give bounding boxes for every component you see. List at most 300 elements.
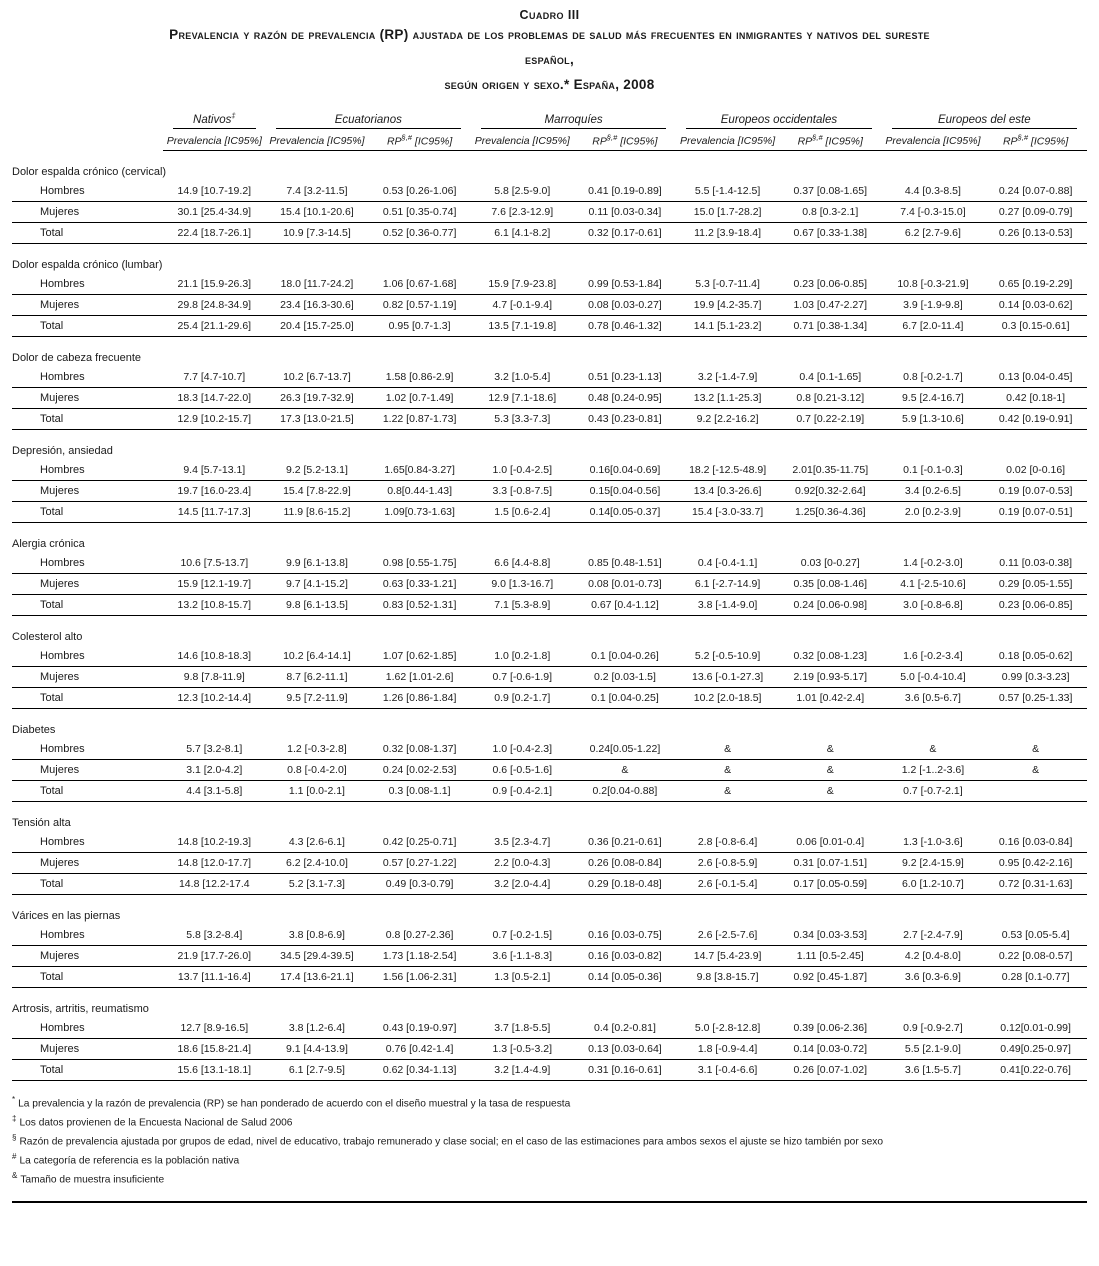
- data-cell: 0.23 [0.06-0.85]: [984, 595, 1087, 616]
- data-cell: 1.07 [0.62-1.85]: [368, 646, 471, 667]
- row-label: Hombres: [12, 367, 163, 388]
- table-title-block: [12, 8, 1087, 98]
- data-cell: 17.4 [13.6-21.1]: [266, 967, 369, 988]
- data-cell: [984, 781, 1087, 802]
- section-label-row: [12, 151, 1087, 182]
- data-cell: 0.85 [0.48-1.51]: [574, 553, 677, 574]
- data-cell: 10.6 [7.5-13.7]: [163, 553, 266, 574]
- data-cell: 9.2 [5.2-13.1]: [266, 460, 369, 481]
- table-row: [12, 853, 1087, 874]
- table-title-line-2: español,: [525, 51, 574, 67]
- data-cell: 0.28 [0.1-0.77]: [984, 967, 1087, 988]
- data-cell: 0.4 [-0.4-1.1]: [676, 553, 779, 574]
- data-cell: 3.8 [1.2-6.4]: [266, 1018, 369, 1039]
- row-label: Hombres: [12, 832, 163, 853]
- data-cell: 3.1 [2.0-4.2]: [163, 760, 266, 781]
- data-cell: 0.8 [0.3-2.1]: [779, 202, 882, 223]
- column-subheader: Prevalencia [IC95%]: [266, 130, 369, 151]
- data-cell: 30.1 [25.4-34.9]: [163, 202, 266, 223]
- data-cell: 14.1 [5.1-23.2]: [676, 316, 779, 337]
- data-cell: 3.8 [0.8-6.9]: [266, 925, 369, 946]
- table-row: [12, 832, 1087, 853]
- data-cell: 0.08 [0.03-0.27]: [574, 295, 677, 316]
- data-cell: &: [676, 760, 779, 781]
- data-cell: 10.2 [2.0-18.5]: [676, 688, 779, 709]
- data-cell: 2.6 [-2.5-7.6]: [676, 925, 779, 946]
- footnote-text: La prevalencia y la razón de prevalencia (RP) se han ponderado de acuerdo con el diseño muestral y la tasa de respuesta: [18, 1098, 571, 1110]
- data-cell: 8.7 [6.2-11.1]: [266, 667, 369, 688]
- data-cell: 18.2 [-12.5-48.9]: [676, 460, 779, 481]
- data-cell: 13.5 [7.1-19.8]: [471, 316, 574, 337]
- data-cell: 1.1 [0.0-2.1]: [266, 781, 369, 802]
- column-group-header: [471, 110, 676, 130]
- data-cell: 1.73 [1.18-2.54]: [368, 946, 471, 967]
- data-cell: 0.53 [0.05-5.4]: [984, 925, 1087, 946]
- data-cell: 18.0 [11.7-24.2]: [266, 274, 369, 295]
- column-subheader: Prevalencia [IC95%]: [471, 130, 574, 151]
- row-label: Total: [12, 595, 163, 616]
- footnote-marker: §: [12, 1133, 17, 1143]
- column-group-label: Europeos occidentales: [686, 114, 871, 129]
- data-cell: 9.2 [2.2-16.2]: [676, 409, 779, 430]
- row-label: Total: [12, 223, 163, 244]
- data-cell: 0.31 [0.16-0.61]: [574, 1060, 677, 1081]
- data-cell: 0.4 [0.2-0.81]: [574, 1018, 677, 1039]
- data-cell: 0.51 [0.23-1.13]: [574, 367, 677, 388]
- row-label: Mujeres: [12, 946, 163, 967]
- data-cell: 9.7 [4.1-15.2]: [266, 574, 369, 595]
- data-cell: 4.7 [-0.1-9.4]: [471, 295, 574, 316]
- data-cell: 0.31 [0.07-1.51]: [779, 853, 882, 874]
- data-cell: 0.08 [0.01-0.73]: [574, 574, 677, 595]
- data-cell: 2.01[0.35-11.75]: [779, 460, 882, 481]
- data-cell: 0.26 [0.08-0.84]: [574, 853, 677, 874]
- row-label: Total: [12, 502, 163, 523]
- data-cell: 0.14 [0.03-0.72]: [779, 1039, 882, 1060]
- data-cell: 4.1 [-2.5-10.6]: [882, 574, 985, 595]
- data-cell: 7.6 [2.3-12.9]: [471, 202, 574, 223]
- data-cell: 0.16[0.04-0.69]: [574, 460, 677, 481]
- data-cell: 3.6 [0.3-6.9]: [882, 967, 985, 988]
- data-cell: 6.0 [1.2-10.7]: [882, 874, 985, 895]
- data-cell: 21.1 [15.9-26.3]: [163, 274, 266, 295]
- data-cell: 0.6 [-0.5-1.6]: [471, 760, 574, 781]
- data-cell: 15.4 [7.8-22.9]: [266, 481, 369, 502]
- footnote-marker: ‡: [12, 1114, 17, 1124]
- data-cell: 13.4 [0.3-26.6]: [676, 481, 779, 502]
- section-label: Diabetes: [12, 724, 56, 737]
- data-cell: 14.7 [5.4-23.9]: [676, 946, 779, 967]
- data-cell: 0.95 [0.42-2.16]: [984, 853, 1087, 874]
- row-label: Hombres: [12, 460, 163, 481]
- data-cell: 11.2 [3.9-18.4]: [676, 223, 779, 244]
- data-cell: 0.63 [0.33-1.21]: [368, 574, 471, 595]
- data-cell: 0.57 [0.27-1.22]: [368, 853, 471, 874]
- table-row: [12, 274, 1087, 295]
- footnote-reference: §,#: [1017, 132, 1028, 142]
- data-cell: 1.56 [1.06-2.31]: [368, 967, 471, 988]
- data-cell: 0.12[0.01-0.99]: [984, 1018, 1087, 1039]
- table-row: [12, 295, 1087, 316]
- data-cell: &: [779, 781, 882, 802]
- data-cell: 0.43 [0.23-0.81]: [574, 409, 677, 430]
- data-cell: 1.11 [0.5-2.45]: [779, 946, 882, 967]
- column-subheader: Prevalencia [IC95%]: [163, 130, 266, 151]
- data-cell: 1.8 [-0.9-4.4]: [676, 1039, 779, 1060]
- data-cell: 26.3 [19.7-32.9]: [266, 388, 369, 409]
- data-cell: 0.3 [0.08-1.1]: [368, 781, 471, 802]
- data-cell: 6.1 [-2.7-14.9]: [676, 574, 779, 595]
- prevalence-table: [12, 110, 1087, 1081]
- data-cell: 4.4 [3.1-5.8]: [163, 781, 266, 802]
- section-label-row: [12, 988, 1087, 1019]
- row-label: Mujeres: [12, 574, 163, 595]
- column-group-header: [266, 110, 471, 130]
- row-label: Mujeres: [12, 760, 163, 781]
- table-row: [12, 874, 1087, 895]
- data-cell: 0.53 [0.26-1.06]: [368, 181, 471, 202]
- data-cell: 9.9 [6.1-13.8]: [266, 553, 369, 574]
- row-label: Hombres: [12, 739, 163, 760]
- data-cell: 0.99 [0.3-3.23]: [984, 667, 1087, 688]
- data-cell: 6.1 [2.7-9.5]: [266, 1060, 369, 1081]
- row-label: Mujeres: [12, 853, 163, 874]
- data-cell: 25.4 [21.1-29.6]: [163, 316, 266, 337]
- data-cell: 5.8 [2.5-9.0]: [471, 181, 574, 202]
- data-cell: 0.41[0.22-0.76]: [984, 1060, 1087, 1081]
- data-cell: 2.19 [0.93-5.17]: [779, 667, 882, 688]
- table-row: [12, 760, 1087, 781]
- table-row: [12, 574, 1087, 595]
- column-group-label: Marroquíes: [481, 114, 666, 129]
- data-cell: 14.8 [10.2-19.3]: [163, 832, 266, 853]
- data-cell: 1.2 [-1..2-3.6]: [882, 760, 985, 781]
- data-cell: 0.52 [0.36-0.77]: [368, 223, 471, 244]
- table-title-line-3: según origen y sexo.* España, 2008: [444, 76, 655, 92]
- data-cell: 0.37 [0.08-1.65]: [779, 181, 882, 202]
- data-cell: 1.3 [-0.5-3.2]: [471, 1039, 574, 1060]
- data-cell: 0.8 [-0.4-2.0]: [266, 760, 369, 781]
- table-row: [12, 460, 1087, 481]
- table-row: [12, 502, 1087, 523]
- footnote: [12, 1132, 1087, 1151]
- footnote-reference: §,#: [401, 132, 412, 142]
- data-cell: 34.5 [29.4-39.5]: [266, 946, 369, 967]
- data-cell: 0.06 [0.01-0.4]: [779, 832, 882, 853]
- data-cell: 0.57 [0.25-1.33]: [984, 688, 1087, 709]
- data-cell: 5.3 [3.3-7.3]: [471, 409, 574, 430]
- data-cell: 0.43 [0.19-0.97]: [368, 1018, 471, 1039]
- data-cell: 9.0 [1.3-16.7]: [471, 574, 574, 595]
- column-subheader: Prevalencia [IC95%]: [882, 130, 985, 151]
- row-label: Total: [12, 1060, 163, 1081]
- column-subheader-row: [12, 130, 1087, 151]
- data-cell: 12.7 [8.9-16.5]: [163, 1018, 266, 1039]
- data-cell: 14.8 [12.0-17.7]: [163, 853, 266, 874]
- data-cell: 0.72 [0.31-1.63]: [984, 874, 1087, 895]
- footnote-marker: &: [12, 1170, 18, 1180]
- data-cell: 3.2 [1.0-5.4]: [471, 367, 574, 388]
- data-cell: 0.14[0.05-0.37]: [574, 502, 677, 523]
- row-label: Total: [12, 688, 163, 709]
- data-cell: 0.95 [0.7-1.3]: [368, 316, 471, 337]
- table-row: [12, 367, 1087, 388]
- footnote: [12, 1113, 1087, 1132]
- data-cell: 1.65[0.84-3.27]: [368, 460, 471, 481]
- data-cell: 0.67 [0.4-1.12]: [574, 595, 677, 616]
- data-cell: 18.3 [14.7-22.0]: [163, 388, 266, 409]
- data-cell: 0.32 [0.17-0.61]: [574, 223, 677, 244]
- data-cell: 1.4 [-0.2-3.0]: [882, 553, 985, 574]
- footnote-marker: *: [12, 1095, 16, 1105]
- data-cell: 0.19 [0.07-0.53]: [984, 481, 1087, 502]
- column-group-header: [676, 110, 881, 130]
- data-cell: 3.2 [-1.4-7.9]: [676, 367, 779, 388]
- row-label: Mujeres: [12, 295, 163, 316]
- data-cell: 9.1 [4.4-13.9]: [266, 1039, 369, 1060]
- data-cell: 21.9 [17.7-26.0]: [163, 946, 266, 967]
- row-label: Hombres: [12, 646, 163, 667]
- footnote-text: La categoría de referencia es la población nativa: [19, 1155, 240, 1167]
- row-label: Total: [12, 781, 163, 802]
- data-cell: 0.65 [0.19-2.29]: [984, 274, 1087, 295]
- data-cell: 0.29 [0.18-0.48]: [574, 874, 677, 895]
- data-cell: 9.8 [3.8-15.7]: [676, 967, 779, 988]
- header-corner-cell: [12, 110, 163, 130]
- data-cell: 5.8 [3.2-8.4]: [163, 925, 266, 946]
- data-cell: 0.1 [0.04-0.26]: [574, 646, 677, 667]
- data-cell: 0.7 [-0.6-1.9]: [471, 667, 574, 688]
- data-cell: 10.8 [-0.3-21.9]: [882, 274, 985, 295]
- data-cell: 0.2[0.04-0.88]: [574, 781, 677, 802]
- data-cell: 10.2 [6.7-13.7]: [266, 367, 369, 388]
- data-cell: 7.4 [-0.3-15.0]: [882, 202, 985, 223]
- row-label: Hombres: [12, 553, 163, 574]
- table-row: [12, 667, 1087, 688]
- data-cell: 17.3 [13.0-21.5]: [266, 409, 369, 430]
- data-cell: 0.11 [0.03-0.38]: [984, 553, 1087, 574]
- data-cell: 0.16 [0.03-0.82]: [574, 946, 677, 967]
- table-row: [12, 595, 1087, 616]
- column-group-label: Europeos del este: [892, 114, 1077, 129]
- data-cell: 5.0 [-2.8-12.8]: [676, 1018, 779, 1039]
- data-cell: 0.29 [0.05-1.55]: [984, 574, 1087, 595]
- section-label: Artrosis, artritis, reumatismo: [12, 1003, 149, 1016]
- data-cell: 19.9 [4.2-35.7]: [676, 295, 779, 316]
- table-row: [12, 409, 1087, 430]
- data-cell: 1.26 [0.86-1.84]: [368, 688, 471, 709]
- table-row: [12, 553, 1087, 574]
- footnotes: [12, 1094, 1087, 1189]
- data-cell: 0.82 [0.57-1.19]: [368, 295, 471, 316]
- table-title-line-1: Prevalencia y razón de prevalencia (RP) ajustada de los problemas de salud más frecuentes en inmigrantes y nativos del sureste: [169, 27, 930, 42]
- data-cell: 7.4 [3.2-11.5]: [266, 181, 369, 202]
- data-cell: 3.5 [2.3-4.7]: [471, 832, 574, 853]
- data-cell: 0.67 [0.33-1.38]: [779, 223, 882, 244]
- data-cell: 0.92 [0.45-1.87]: [779, 967, 882, 988]
- data-cell: 0.49 [0.3-0.79]: [368, 874, 471, 895]
- table-row: [12, 1018, 1087, 1039]
- row-label: Total: [12, 967, 163, 988]
- data-cell: 4.4 [0.3-8.5]: [882, 181, 985, 202]
- data-cell: 29.8 [24.8-34.9]: [163, 295, 266, 316]
- data-cell: 9.5 [7.2-11.9]: [266, 688, 369, 709]
- data-cell: &: [779, 760, 882, 781]
- data-cell: 6.2 [2.7-9.6]: [882, 223, 985, 244]
- footnote-text: Los datos provienen de la Encuesta Nacional de Salud 2006: [19, 1117, 293, 1129]
- data-cell: 6.7 [2.0-11.4]: [882, 316, 985, 337]
- footnote-reference: ‡: [231, 110, 236, 120]
- column-subheader: RP§,# [IC95%]: [574, 130, 677, 151]
- data-cell: 0.16 [0.03-0.84]: [984, 832, 1087, 853]
- column-group-header: [163, 110, 266, 130]
- data-cell: 0.39 [0.06-2.36]: [779, 1018, 882, 1039]
- data-cell: 2.0 [0.2-3.9]: [882, 502, 985, 523]
- data-cell: 0.7 [0.22-2.19]: [779, 409, 882, 430]
- table-row: [12, 388, 1087, 409]
- data-cell: 3.2 [1.4-4.9]: [471, 1060, 574, 1081]
- data-cell: 0.02 [0-0.16]: [984, 460, 1087, 481]
- data-cell: 15.9 [7.9-23.8]: [471, 274, 574, 295]
- data-cell: 0.26 [0.13-0.53]: [984, 223, 1087, 244]
- row-label: Mujeres: [12, 1039, 163, 1060]
- data-cell: 15.4 [10.1-20.6]: [266, 202, 369, 223]
- data-cell: 0.22 [0.08-0.57]: [984, 946, 1087, 967]
- data-cell: 0.4 [0.1-1.65]: [779, 367, 882, 388]
- footnote: [12, 1151, 1087, 1170]
- data-cell: 12.9 [7.1-18.6]: [471, 388, 574, 409]
- data-cell: 11.9 [8.6-15.2]: [266, 502, 369, 523]
- data-cell: 1.06 [0.67-1.68]: [368, 274, 471, 295]
- table-row: [12, 316, 1087, 337]
- data-cell: 0.35 [0.08-1.46]: [779, 574, 882, 595]
- data-cell: 0.41 [0.19-0.89]: [574, 181, 677, 202]
- column-subheader: RP§,# [IC95%]: [368, 130, 471, 151]
- data-cell: 2.6 [-0.8-5.9]: [676, 853, 779, 874]
- row-label: Hombres: [12, 925, 163, 946]
- data-cell: 2.2 [0.0-4.3]: [471, 853, 574, 874]
- data-cell: &: [984, 739, 1087, 760]
- data-cell: 0.51 [0.35-0.74]: [368, 202, 471, 223]
- data-cell: 12.9 [10.2-15.7]: [163, 409, 266, 430]
- data-cell: 0.03 [0-0.27]: [779, 553, 882, 574]
- data-cell: 0.23 [0.06-0.85]: [779, 274, 882, 295]
- row-label: Mujeres: [12, 388, 163, 409]
- data-cell: 5.5 [2.1-9.0]: [882, 1039, 985, 1060]
- data-cell: 5.2 [3.1-7.3]: [266, 874, 369, 895]
- data-cell: 15.4 [-3.0-33.7]: [676, 502, 779, 523]
- data-cell: 0.7 [-0.2-1.5]: [471, 925, 574, 946]
- data-cell: 0.19 [0.07-0.51]: [984, 502, 1087, 523]
- data-cell: 0.9 [-0.9-2.7]: [882, 1018, 985, 1039]
- data-cell: 3.6 [1.5-5.7]: [882, 1060, 985, 1081]
- data-cell: 0.14 [0.03-0.62]: [984, 295, 1087, 316]
- data-cell: 0.8 [0.21-3.12]: [779, 388, 882, 409]
- data-cell: 0.24 [0.02-2.53]: [368, 760, 471, 781]
- footnote: [12, 1170, 1087, 1189]
- data-cell: 0.99 [0.53-1.84]: [574, 274, 677, 295]
- data-cell: 3.6 [-1.1-8.3]: [471, 946, 574, 967]
- data-cell: 1.01 [0.42-2.4]: [779, 688, 882, 709]
- data-cell: 1.5 [0.6-2.4]: [471, 502, 574, 523]
- data-cell: 0.17 [0.05-0.59]: [779, 874, 882, 895]
- section-label: Dolor espalda crónico (lumbar): [12, 259, 163, 272]
- footnote-marker: #: [12, 1151, 17, 1161]
- data-cell: 1.09[0.73-1.63]: [368, 502, 471, 523]
- data-cell: 2.8 [-0.8-6.4]: [676, 832, 779, 853]
- data-cell: 6.1 [4.1-8.2]: [471, 223, 574, 244]
- data-cell: 0.83 [0.52-1.31]: [368, 595, 471, 616]
- footnote-text: Razón de prevalencia ajustada por grupos de edad, nivel de educativo, trabajo remunerado y clase social; en el caso de las estimaciones para ambos sexos el ajuste se hizo también por sexo: [19, 1136, 884, 1148]
- column-subheader: RP§,# [IC95%]: [779, 130, 882, 151]
- section-label: Alergia crónica: [12, 538, 85, 551]
- data-cell: 0.8 [0.27-2.36]: [368, 925, 471, 946]
- data-cell: 1.22 [0.87-1.73]: [368, 409, 471, 430]
- row-label: Total: [12, 316, 163, 337]
- section-label-row: [12, 616, 1087, 647]
- section-label: Colesterol alto: [12, 631, 83, 644]
- data-cell: 0.36 [0.21-0.61]: [574, 832, 677, 853]
- data-cell: 0.42 [0.19-0.91]: [984, 409, 1087, 430]
- data-cell: &: [676, 781, 779, 802]
- data-cell: 13.6 [-0.1-27.3]: [676, 667, 779, 688]
- data-cell: 0.3 [0.15-0.61]: [984, 316, 1087, 337]
- data-cell: 0.42 [0.18-1]: [984, 388, 1087, 409]
- row-label: Mujeres: [12, 481, 163, 502]
- data-cell: 7.7 [4.7-10.7]: [163, 367, 266, 388]
- data-cell: 0.13 [0.04-0.45]: [984, 367, 1087, 388]
- footnote-text: Tamaño de muestra insuficiente: [20, 1174, 165, 1186]
- data-cell: 1.0 [0.2-1.8]: [471, 646, 574, 667]
- data-cell: 19.7 [16.0-23.4]: [163, 481, 266, 502]
- data-cell: 0.32 [0.08-1.37]: [368, 739, 471, 760]
- data-cell: 0.42 [0.25-0.71]: [368, 832, 471, 853]
- data-cell: 0.49[0.25-0.97]: [984, 1039, 1087, 1060]
- section-label: Várices en las piernas: [12, 910, 121, 923]
- row-label: Mujeres: [12, 202, 163, 223]
- data-cell: 0.76 [0.42-1.4]: [368, 1039, 471, 1060]
- table-row: [12, 481, 1087, 502]
- row-label: Total: [12, 409, 163, 430]
- data-cell: 0.15[0.04-0.56]: [574, 481, 677, 502]
- data-cell: 0.1 [0.04-0.25]: [574, 688, 677, 709]
- data-cell: 5.5 [-1.4-12.5]: [676, 181, 779, 202]
- data-cell: 9.8 [7.8-11.9]: [163, 667, 266, 688]
- data-cell: 1.62 [1.01-2.6]: [368, 667, 471, 688]
- table-row: [12, 1039, 1087, 1060]
- data-cell: 1.0 [-0.4-2.5]: [471, 460, 574, 481]
- data-cell: 4.2 [0.4-8.0]: [882, 946, 985, 967]
- data-cell: 13.2 [1.1-25.3]: [676, 388, 779, 409]
- data-cell: 0.24 [0.07-0.88]: [984, 181, 1087, 202]
- data-cell: &: [574, 760, 677, 781]
- data-cell: 0.14 [0.05-0.36]: [574, 967, 677, 988]
- data-cell: 3.3 [-0.8-7.5]: [471, 481, 574, 502]
- data-cell: 9.2 [2.4-15.9]: [882, 853, 985, 874]
- table-row: [12, 688, 1087, 709]
- data-cell: 0.8[0.44-1.43]: [368, 481, 471, 502]
- data-cell: 2.7 [-2.4-7.9]: [882, 925, 985, 946]
- section-label-row: [12, 244, 1087, 275]
- column-group-label: Ecuatorianos: [276, 114, 461, 129]
- data-cell: 13.7 [11.1-16.4]: [163, 967, 266, 988]
- data-cell: 0.16 [0.03-0.75]: [574, 925, 677, 946]
- header-corner-cell: [12, 130, 163, 151]
- row-label: Total: [12, 874, 163, 895]
- data-cell: 6.6 [4.4-8.8]: [471, 553, 574, 574]
- data-cell: 0.71 [0.38-1.34]: [779, 316, 882, 337]
- column-subheader: Prevalencia [IC95%]: [676, 130, 779, 151]
